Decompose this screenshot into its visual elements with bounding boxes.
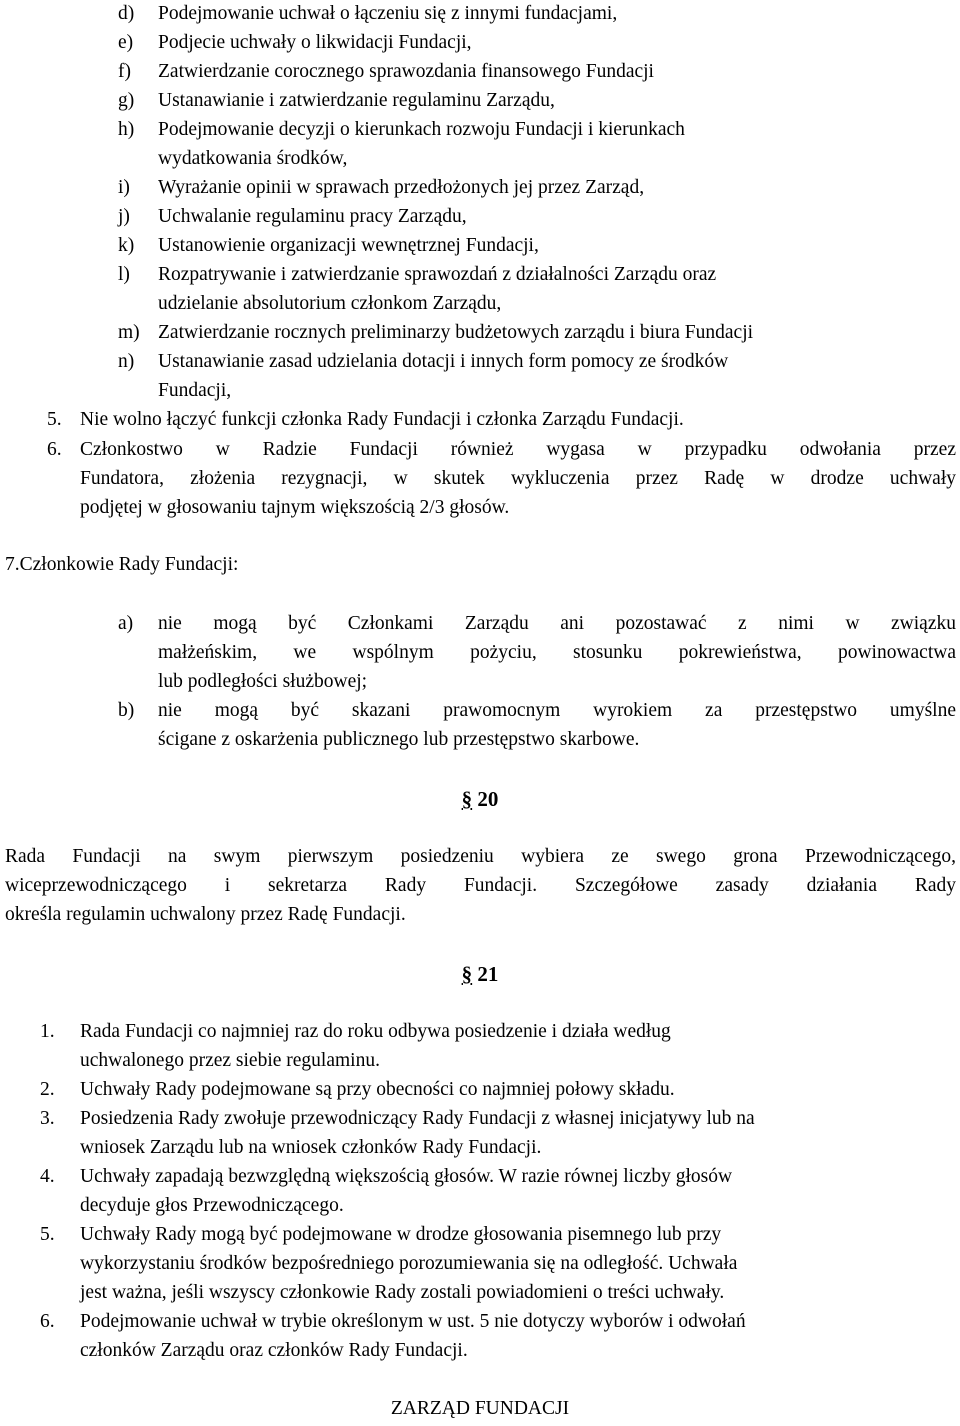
point-marker: 5. [47, 409, 62, 430]
list-marker: i) [118, 177, 130, 198]
list-marker: g) [118, 90, 135, 111]
list-item: Wyrażanie opinii w sprawach przedłożonych jej przez Zarząd, [158, 177, 645, 198]
list-item: Uchwalanie regulaminu pracy Zarządu, [158, 206, 467, 227]
list-marker: 6. [40, 1311, 55, 1332]
section-number: 20 [477, 787, 499, 811]
list-item-continuation: decyduje głos Przewodniczącego. [80, 1195, 344, 1216]
list-item-continuation: udzielanie absolutorium członkom Zarządu, [158, 293, 502, 314]
list-item-continuation: małżeńskim, we wspólnym pożyciu, stosunku pokrewieństwa, powinowactwa [158, 642, 956, 663]
list-item: Zatwierdzanie rocznych preliminarzy budżetowych zarządu i biura Fundacji [158, 322, 754, 343]
point-marker: 6. [47, 439, 62, 460]
list-item: Posiedzenia Rady zwołuje przewodniczący Rady Fundacji z własnej inicjatywy lub na [80, 1108, 755, 1129]
list-item: Ustanowienie organizacji wewnętrznej Fundacji, [158, 235, 539, 256]
list-item: Podejmowanie uchwał o łączeniu się z innymi fundacjami, [158, 3, 618, 24]
list-marker: h) [118, 119, 135, 140]
paragraph-20-line: określa regulamin uchwalony przez Radę Fundacji. [5, 904, 406, 925]
list-item-continuation: wniosek Zarządu lub na wniosek członków Rady Fundacji. [80, 1137, 542, 1158]
list-marker: 1. [40, 1021, 55, 1042]
point-5-text: Nie wolno łączyć funkcji członka Rady Fundacji i członka Zarządu Fundacji. [80, 409, 684, 430]
list-marker: e) [118, 32, 134, 53]
list-marker: m) [118, 322, 140, 343]
list-item: Uchwały Rady mogą być podejmowane w drodze głosowania pisemnego lub przy [80, 1224, 722, 1245]
list-item: Uchwały Rady podejmowane są przy obecności co najmniej połowy składu. [80, 1079, 675, 1100]
list-item: Podejmowanie uchwał w trybie określonym w ust. 5 nie dotyczy wyborów i odwołań [80, 1311, 746, 1332]
list-item-continuation: lub podległości służbowej; [158, 671, 368, 692]
list-item: Ustanawianie i zatwierdzanie regulaminu Zarządu, [158, 90, 555, 111]
list-item: nie mogą być Członkami Zarządu ani pozostawać z nimi w związku [158, 613, 956, 634]
point-6-line: Członkostwo w Radzie Fundacji również wygasa w przypadku odwołania przez [80, 439, 956, 460]
paragraph-20-line: wiceprzewodniczącego i sekretarza Rady Fundacji. Szczegółowe zasady działania Rady [5, 875, 956, 896]
point-6-line: Fundatora, złożenia rezygnacji, w skutek wykluczenia przez Radę w drodze uchwały [80, 468, 956, 489]
section-heading-20 [0, 787, 960, 811]
list-marker: 3. [40, 1108, 55, 1129]
list-marker: n) [118, 351, 135, 372]
list-marker: f) [118, 61, 131, 82]
list-item: Rozpatrywanie i zatwierdzanie sprawozdań z działalności Zarządu oraz [158, 264, 717, 285]
list-marker: 2. [40, 1079, 55, 1100]
list-marker: j) [118, 206, 130, 227]
list-item: nie mogą być skazani prawomocnym wyrokiem za przestępstwo umyślne [158, 700, 956, 721]
list-item: Podejmowanie decyzji o kierunkach rozwoju Fundacji i kierunkach [158, 119, 685, 140]
list-item: Uchwały zapadają bezwzględną większością głosów. W razie równej liczby głosów [80, 1166, 733, 1187]
list-marker: a) [118, 613, 134, 634]
list-item-continuation: wykorzystaniu środków bezpośredniego porozumiewania się na odległość. Uchwała [80, 1253, 738, 1274]
list-item-continuation: ścigane z oskarżenia publicznego lub przestępstwo skarbowe. [158, 729, 640, 750]
list-item: Rada Fundacji co najmniej raz do roku odbywa posiedzenie i działa według [80, 1021, 671, 1042]
section-heading-21 [0, 962, 960, 986]
list-item: Podjecie uchwały o likwidacji Fundacji, [158, 32, 472, 53]
list-marker: 5. [40, 1224, 55, 1245]
list-marker: k) [118, 235, 135, 256]
list-item-continuation: członków Zarządu oraz członków Rady Fundacji. [80, 1340, 468, 1361]
section-symbol: § [461, 962, 473, 986]
list-item: Zatwierdzanie corocznego sprawozdania finansowego Fundacji [158, 61, 654, 82]
list-marker: l) [118, 264, 130, 285]
list-item: Ustanawianie zasad udzielania dotacji i innych form pomocy ze środków [158, 351, 729, 372]
signature-line: ZARZĄD FUNDACJI [390, 1398, 570, 1419]
list-item-continuation: uchwalonego przez siebie regulaminu. [80, 1050, 380, 1071]
section-number: 21 [477, 962, 499, 986]
list-item-continuation: jest ważna, jeśli wszyscy członkowie Rady zostali powiadomieni o treści uchwały. [80, 1282, 725, 1303]
list-marker: 4. [40, 1166, 55, 1187]
list-marker: b) [118, 700, 135, 721]
point-6-line: podjętej w głosowaniu tajnym większością 2/3 głosów. [80, 497, 510, 518]
list-item-continuation: Fundacji, [158, 380, 232, 401]
list-marker: d) [118, 3, 135, 24]
paragraph-20-line: Rada Fundacji na swym pierwszym posiedzeniu wybiera ze swego grona Przewodniczącego, [5, 846, 956, 867]
point-7-heading: 7.Członkowie Rady Fundacji: [5, 554, 239, 575]
list-item-continuation: wydatkowania środków, [158, 148, 348, 169]
section-symbol: § [461, 787, 473, 811]
